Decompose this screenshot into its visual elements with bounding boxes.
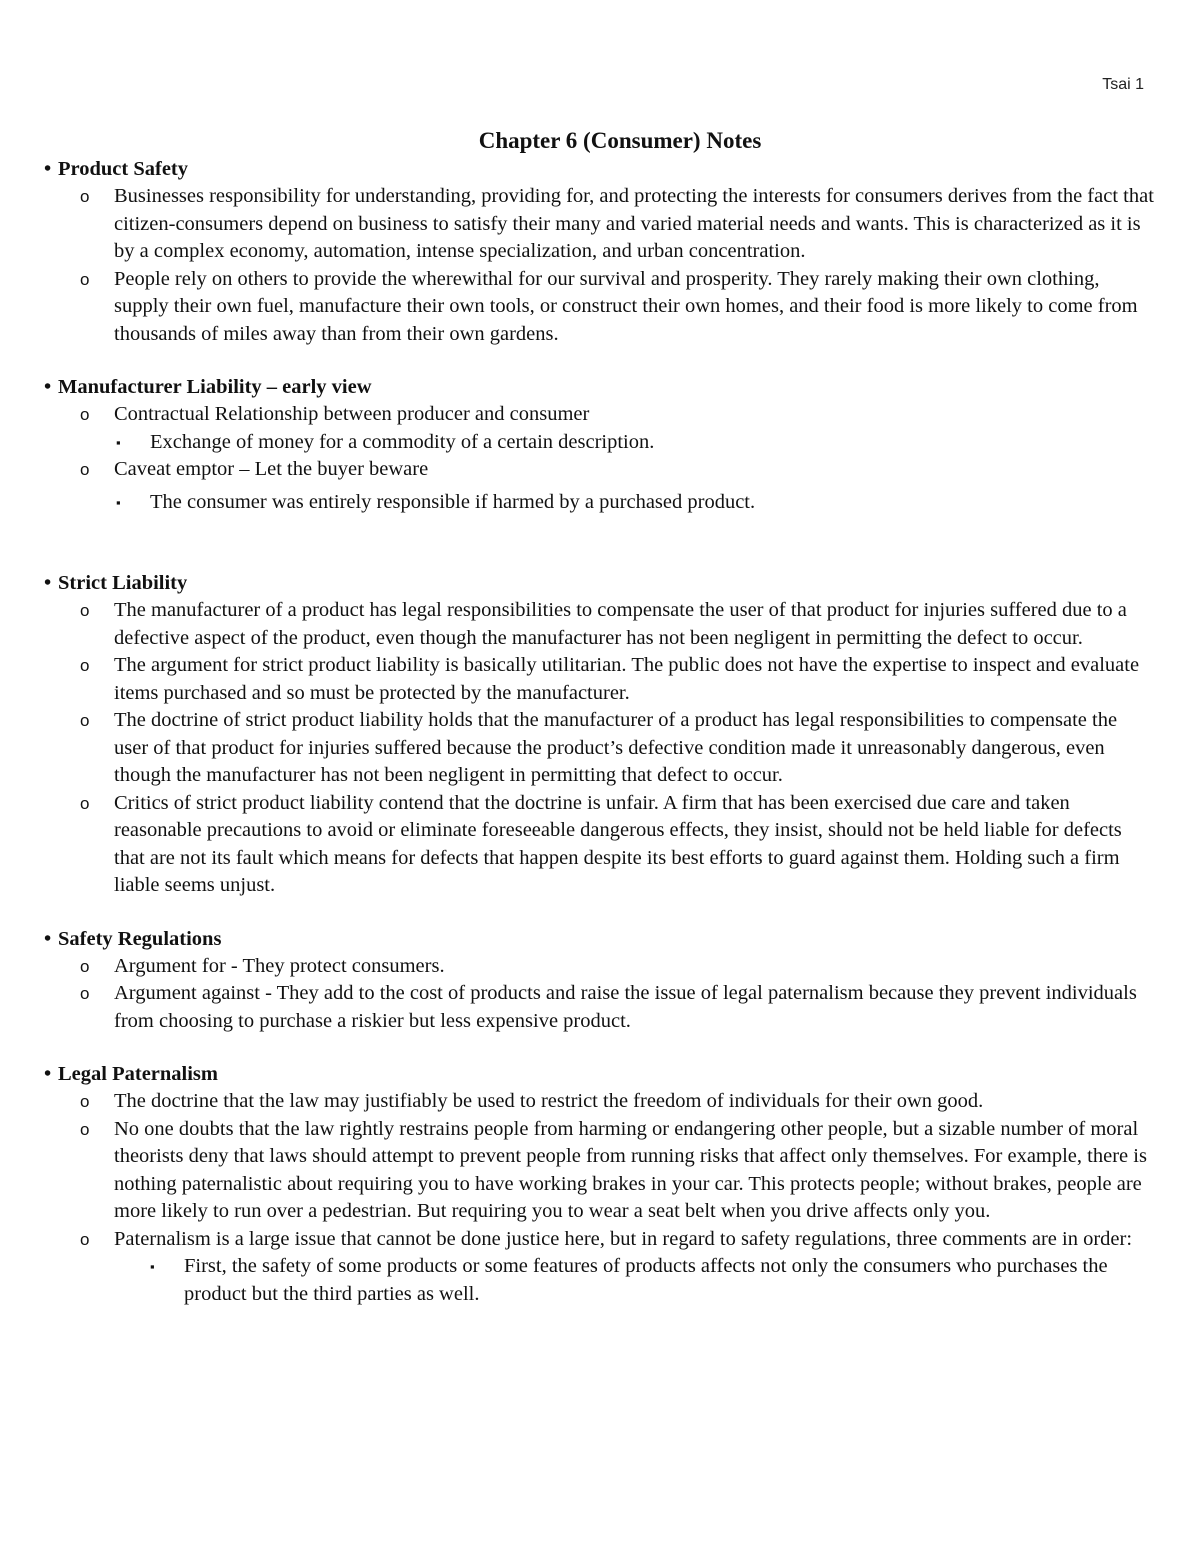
list-item-text: People rely on others to provide the wherewithal for our survival and prosperity. They rarely making their own clothing, supply their own fuel, manufacture their own tools, or construct their own homes, and their food is more likely to come from thousands of miles away than from their own gardens.: [114, 267, 1138, 345]
section-product-safety: [44, 156, 1154, 348]
sub-sub-list-item: [150, 1253, 1154, 1308]
list-item: [80, 266, 1154, 349]
sub-sub-list-item-text: First, the safety of some products or some features of products affects not only the consumers who purchases the product but the third parties as well.: [184, 1255, 1108, 1305]
circle-bullet-icon: o: [80, 1092, 90, 1111]
circle-bullet-icon: o: [80, 460, 90, 479]
circle-bullet-icon: o: [80, 793, 90, 813]
square-bullet-icon: ▪: [116, 494, 121, 510]
list-item-text: Argument against - They add to the cost of products and raise the issue of legal paternalism because they prevent individuals from choosing to purchase a riskier but less expensive product.: [114, 982, 1137, 1032]
section-heading: [44, 1061, 1154, 1088]
bullet-icon: •: [44, 927, 52, 950]
page-header-label: Tsai 1: [1102, 76, 1144, 93]
bullet-icon: •: [44, 158, 52, 180]
bullet-icon: •: [44, 376, 52, 398]
list-item: [80, 456, 1154, 484]
list-item-text: Critics of strict product liability contend that the doctrine is unfair. A firm that has been exercised due care and taken reasonable precautions to avoid or eliminate foreseeable dangerous effects, they insist, should not be held liable for defects that are not its fault which means for defects that happen despite its best efforts to guard against them. Holding such a firm liable seems unjust.: [114, 791, 1122, 896]
list-item: [80, 183, 1154, 266]
list-item-text: The manufacturer of a product has legal responsibilities to compensate the user of that product for injuries suffered due to a defective aspect of the product, even though the manufacturer has not been negligent in permitting the defect to occur.: [114, 599, 1127, 649]
list-item: [80, 1116, 1154, 1226]
section-heading: [44, 156, 1154, 183]
heading-text: Safety Regulations: [58, 927, 222, 950]
heading-text: Product Safety: [58, 158, 189, 180]
heading-text: Manufacturer Liability – early view: [58, 376, 372, 398]
sub-list-item-text: Exchange of money for a commodity of a certain description.: [150, 430, 655, 453]
circle-bullet-icon: o: [80, 711, 90, 730]
list-item: [80, 707, 1154, 790]
section-heading: [44, 374, 1154, 401]
section-safety-regulations: [44, 926, 1154, 1036]
bullet-icon: •: [44, 572, 52, 594]
list-item: [80, 652, 1154, 707]
list-item: [80, 980, 1154, 1035]
circle-bullet-icon: o: [80, 1119, 90, 1139]
square-bullet-icon: ▪: [116, 434, 121, 450]
circle-bullet-icon: o: [80, 984, 90, 1003]
sub-list-item-text: The consumer was entirely responsible if harmed by a purchased product.: [150, 490, 756, 513]
heading-text: Strict Liability: [58, 572, 188, 594]
list-item: [80, 401, 1154, 429]
circle-bullet-icon: o: [80, 956, 90, 976]
list-item-text: Contractual Relationship between producer and consumer: [114, 403, 590, 425]
list-item: [80, 1226, 1154, 1254]
section-heading: [44, 926, 1154, 953]
sub-list-item: [116, 429, 1154, 457]
list-item-text: No one doubts that the law rightly restrains people from harming or endangering other people, but a sizable number of moral theorists deny that laws should attempt to prevent people from running risks that affect only themselves. For example, there is nothing paternalistic about requiring you to have working brakes in your car. This protects people; without brakes, people are more likely to run over a pedestrian. But requiring you to wear a seat belt when you drive affects only you.: [114, 1117, 1147, 1222]
list-item: [80, 953, 1154, 981]
square-bullet-icon: ▪: [150, 1259, 155, 1274]
sub-list-item: [116, 489, 1154, 517]
list-item: [80, 1088, 1154, 1116]
section-heading: [44, 570, 1154, 597]
circle-bullet-icon: o: [80, 269, 90, 289]
section-strict-liability: [44, 570, 1154, 900]
list-item: [80, 597, 1154, 652]
circle-bullet-icon: o: [80, 656, 90, 675]
list-item-text: Argument for - They protect consumers.: [114, 954, 445, 977]
list-item-text: Paternalism is a large issue that cannot be done justice here, but in regard to safety regulations, three comments are in order:: [114, 1227, 1133, 1250]
list-item-text: The argument for strict product liability is basically utilitarian. The public does not have the expertise to inspect and evaluate items purchased and so must be protected by the manufacturer.: [114, 654, 1140, 704]
section-manufacturer-liability: [44, 374, 1154, 516]
heading-text: Legal Paternalism: [58, 1063, 218, 1085]
circle-bullet-icon: o: [80, 405, 90, 424]
section-legal-paternalism: [44, 1061, 1154, 1308]
page-title: Chapter 6 (Consumer) Notes: [478, 128, 762, 153]
list-item: [80, 790, 1154, 900]
circle-bullet-icon: o: [80, 187, 90, 206]
circle-bullet-icon: o: [80, 1229, 90, 1249]
list-item-text: Businesses responsibility for understanding, providing for, and protecting the interests for consumers derives from the fact that citizen-consumers depend on business to satisfy their many and varied material needs and wants. This is characterized as it is by a complex economy, automation, intense specialization, and urban concentration.: [114, 185, 1154, 262]
list-item-text: Caveat emptor – Let the buyer beware: [114, 458, 429, 480]
list-item-text: The doctrine that the law may justifiably be used to restrict the freedom of individuals for their own good.: [114, 1090, 984, 1112]
list-item-text: The doctrine of strict product liability holds that the manufacturer of a product has legal responsibilities to compensate the user of that product for injuries suffered because the product’s defective condition made it unreasonably dangerous, even though the manufacturer has not been negligent in permitting that defect to occur.: [114, 709, 1118, 786]
circle-bullet-icon: o: [80, 601, 90, 620]
bullet-icon: •: [44, 1063, 52, 1085]
notes-body: [44, 156, 1154, 1308]
